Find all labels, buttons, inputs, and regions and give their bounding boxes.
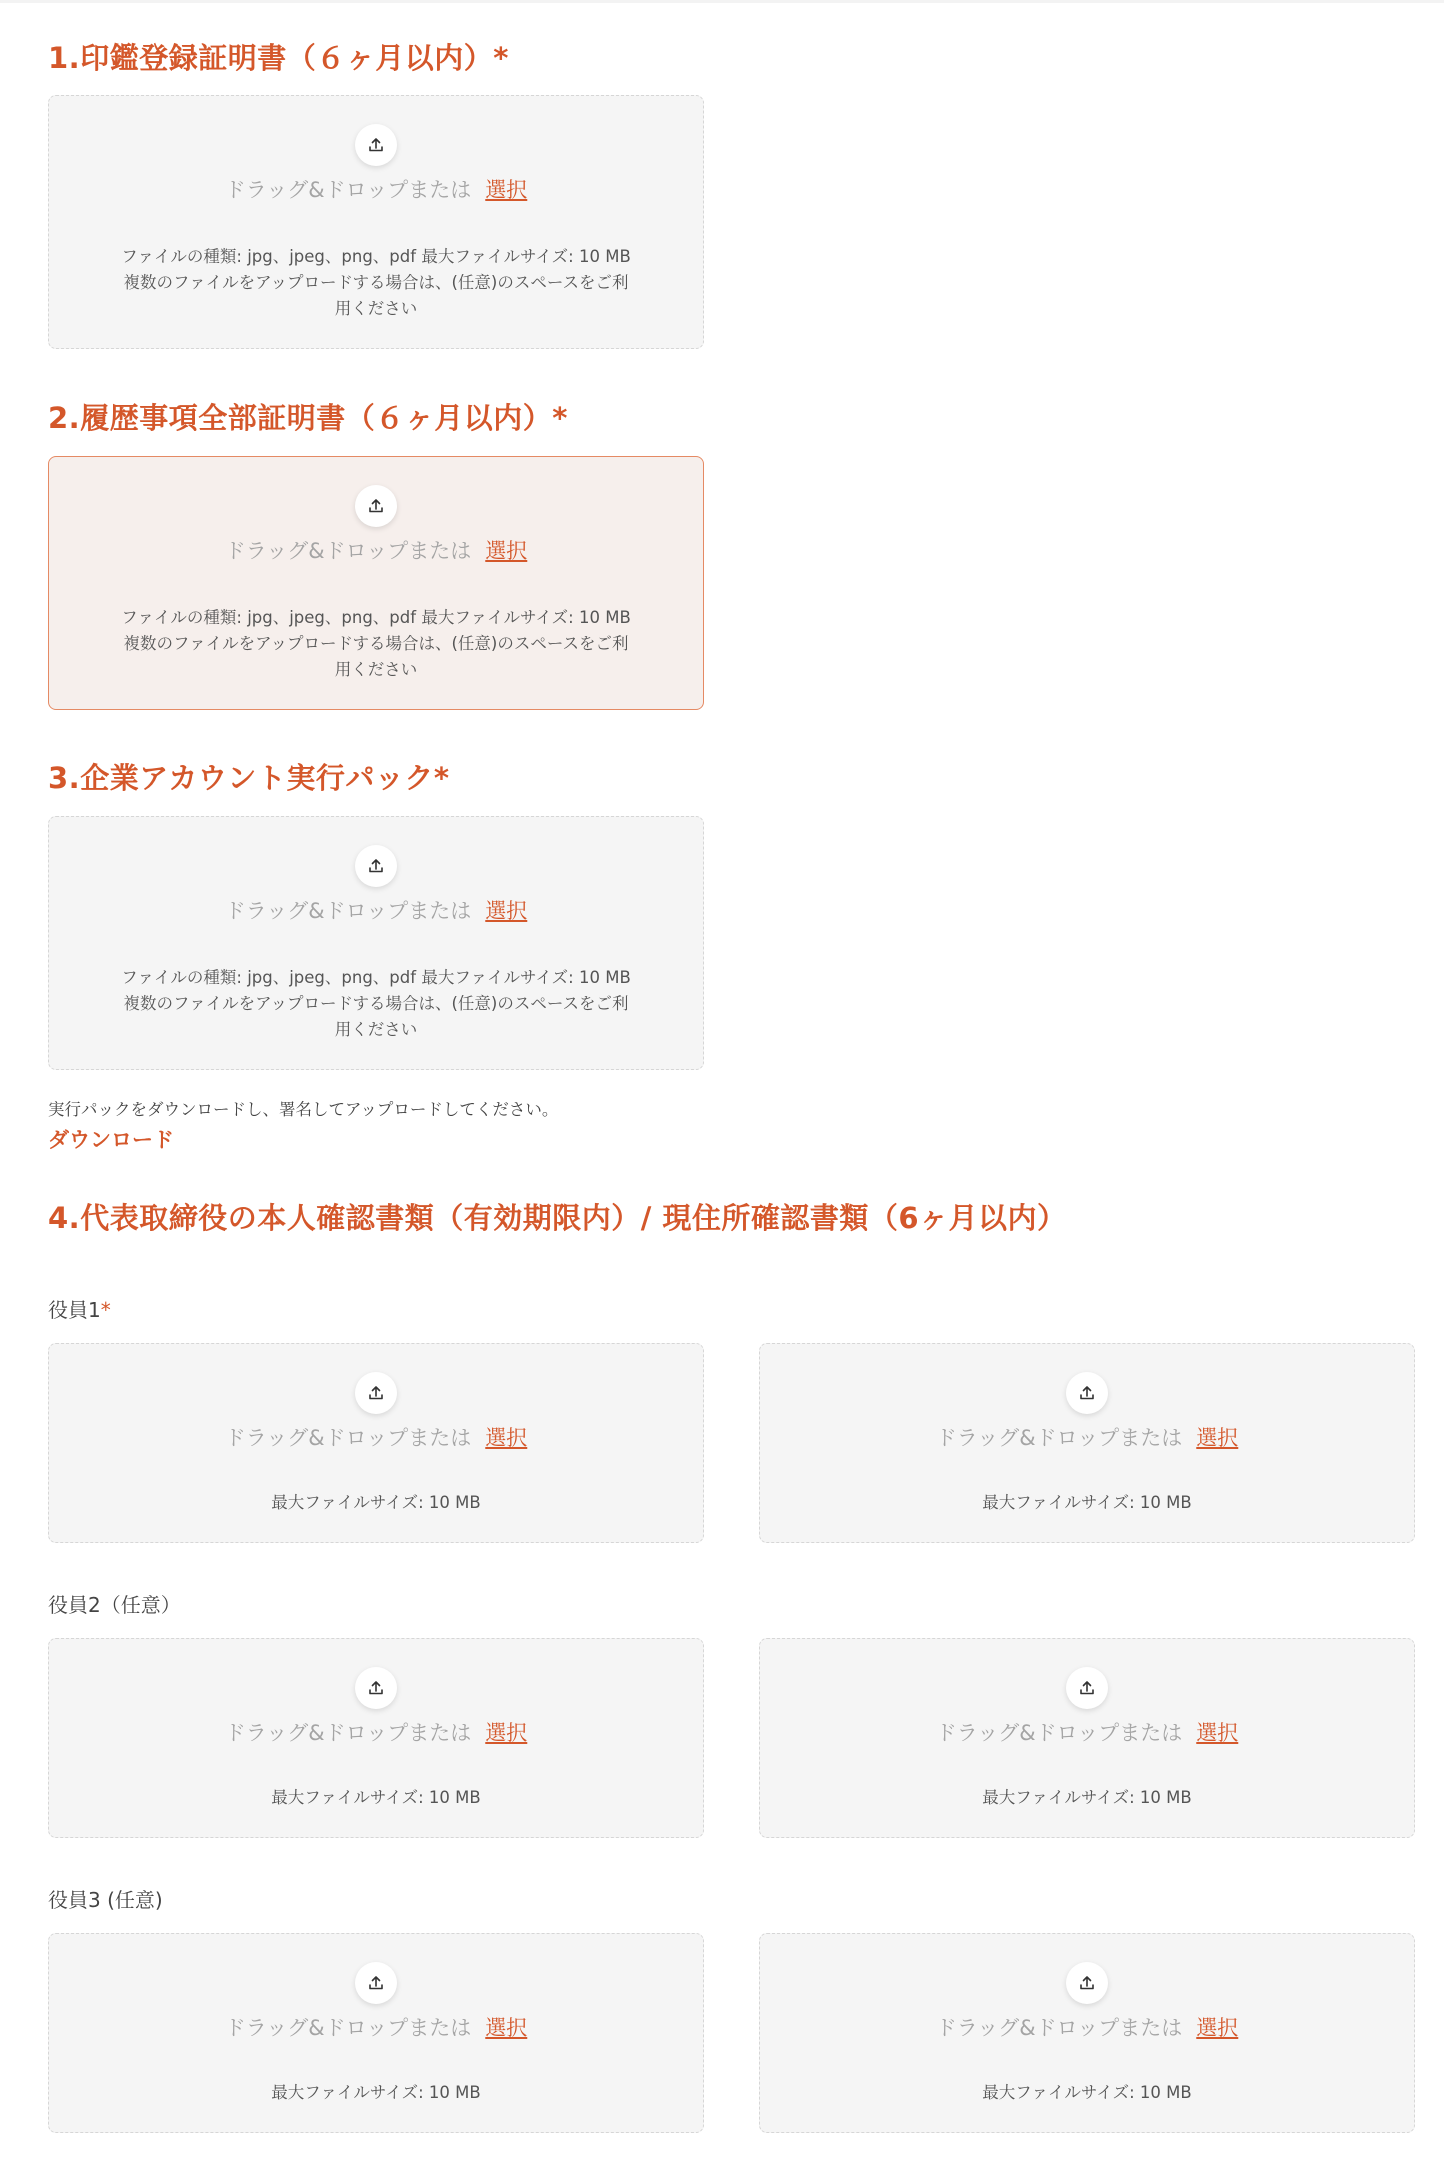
- drop-instruction: ドラッグ&ドロップまたは 選択: [224, 2016, 528, 2040]
- max-file-size: 最大ファイルサイズ: 10 MB: [982, 1788, 1192, 1807]
- officer-3-label: 役員3 (任意): [48, 1888, 163, 1912]
- download-link[interactable]: ダウンロード: [48, 1128, 174, 1152]
- upload-dropzone-officer-1-id[interactable]: [48, 1343, 704, 1543]
- upload-icon: [355, 1962, 397, 2004]
- upload-dropzone-officer-2-address[interactable]: [759, 1638, 1415, 1838]
- upload-icon: [355, 1372, 397, 1414]
- select-file-link[interactable]: 選択: [1196, 1721, 1239, 1745]
- upload-icon: [355, 845, 397, 887]
- officer-1-label: 役員1*: [48, 1298, 111, 1322]
- drop-instruction: ドラッグ&ドロップまたは 選択: [224, 1426, 528, 1450]
- select-file-link[interactable]: 選択: [485, 178, 528, 202]
- upload-dropzone-officer-1-address[interactable]: [759, 1343, 1415, 1543]
- execution-pack-note: 実行パックをダウンロードし、署名してアップロードしてください。: [48, 1100, 559, 1119]
- select-file-link[interactable]: 選択: [485, 539, 528, 563]
- max-file-size: 最大ファイルサイズ: 10 MB: [982, 2083, 1192, 2102]
- file-requirements: ファイルの種類: jpg、jpeg、png、pdf 最大ファイルサイズ: 10 MB 複数のファイルをアップロードする場合は、(任意)のスペースをご利 用ください: [121, 608, 631, 679]
- upload-icon: [355, 1667, 397, 1709]
- top-divider: [0, 0, 1444, 3]
- section-title-registry-certificate: 2.履歴事項全部証明書（６ヶ月以内）*: [48, 401, 568, 435]
- upload-dropzone-officer-2-id[interactable]: [48, 1638, 704, 1838]
- drop-instruction: ドラッグ&ドロップまたは 選択: [224, 539, 528, 563]
- drop-instruction: ドラッグ&ドロップまたは 選択: [224, 899, 528, 923]
- officer-2-label: 役員2（任意）: [48, 1593, 181, 1617]
- drop-instruction: ドラッグ&ドロップまたは 選択: [224, 178, 528, 202]
- drop-instruction: ドラッグ&ドロップまたは 選択: [935, 1721, 1239, 1745]
- file-requirements: ファイルの種類: jpg、jpeg、png、pdf 最大ファイルサイズ: 10 MB 複数のファイルをアップロードする場合は、(任意)のスペースをご利 用ください: [121, 247, 631, 318]
- upload-icon: [1066, 1962, 1108, 2004]
- drop-instruction: ドラッグ&ドロップまたは 選択: [224, 1721, 528, 1745]
- drop-instruction: ドラッグ&ドロップまたは 選択: [935, 1426, 1239, 1450]
- max-file-size: 最大ファイルサイズ: 10 MB: [271, 1493, 481, 1512]
- select-file-link[interactable]: 選択: [485, 1426, 528, 1450]
- file-requirements: ファイルの種類: jpg、jpeg、png、pdf 最大ファイルサイズ: 10 MB 複数のファイルをアップロードする場合は、(任意)のスペースをご利 用ください: [121, 968, 631, 1039]
- upload-dropzone-officer-3-address[interactable]: [759, 1933, 1415, 2133]
- select-file-link[interactable]: 選択: [1196, 2016, 1239, 2040]
- upload-dropzone-execution-pack[interactable]: [48, 816, 704, 1070]
- section-title-execution-pack: 3.企業アカウント実行パック*: [48, 761, 450, 795]
- upload-icon: [355, 485, 397, 527]
- upload-icon: [355, 124, 397, 166]
- drop-instruction: ドラッグ&ドロップまたは 選択: [935, 2016, 1239, 2040]
- upload-dropzone-registry-certificate[interactable]: [48, 456, 704, 710]
- upload-dropzone-officer-3-id[interactable]: [48, 1933, 704, 2133]
- section-title-representative-id: 4.代表取締役の本人確認書類（有効期限内）/ 現住所確認書類（6ヶ月以内）: [48, 1201, 1067, 1235]
- select-file-link[interactable]: 選択: [485, 1721, 528, 1745]
- upload-icon: [1066, 1667, 1108, 1709]
- select-file-link[interactable]: 選択: [1196, 1426, 1239, 1450]
- max-file-size: 最大ファイルサイズ: 10 MB: [271, 1788, 481, 1807]
- select-file-link[interactable]: 選択: [485, 899, 528, 923]
- upload-icon: [1066, 1372, 1108, 1414]
- select-file-link[interactable]: 選択: [485, 2016, 528, 2040]
- upload-dropzone-seal-certificate[interactable]: [48, 95, 704, 349]
- max-file-size: 最大ファイルサイズ: 10 MB: [982, 1493, 1192, 1512]
- section-title-seal-certificate: 1.印鑑登録証明書（６ヶ月以内）*: [48, 41, 509, 75]
- max-file-size: 最大ファイルサイズ: 10 MB: [271, 2083, 481, 2102]
